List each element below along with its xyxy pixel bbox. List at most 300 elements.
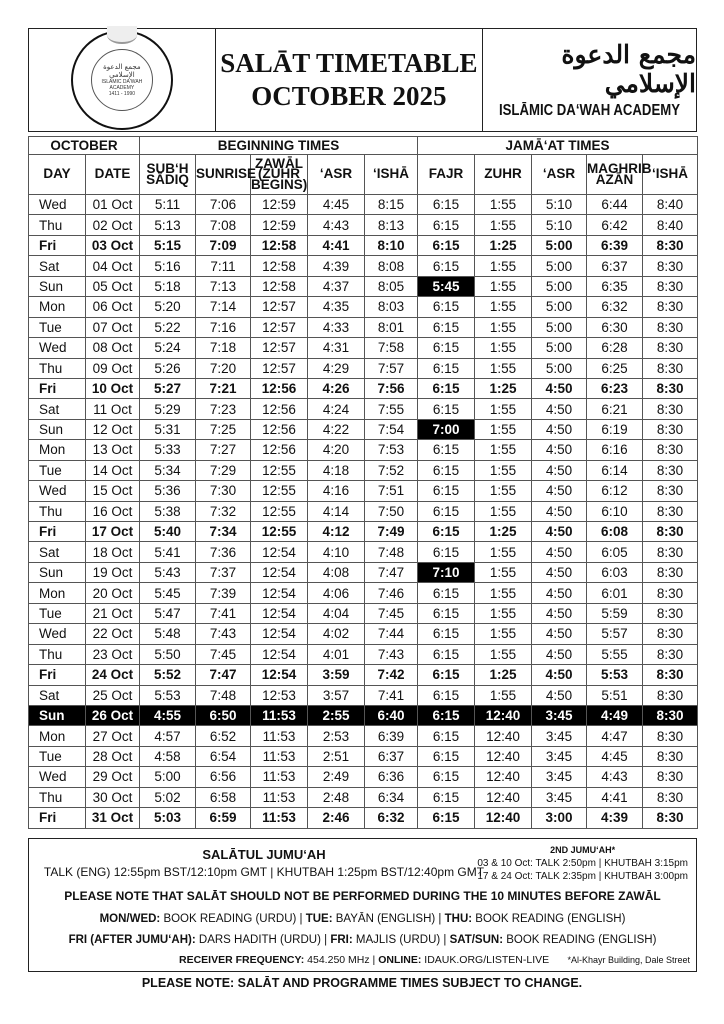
final-note: PLEASE NOTE: SALĀT AND PROGRAMME TIMES SUBJECT TO CHANGE. [141,976,583,990]
table-cell: 5:36 [140,481,196,501]
online-label: ONLINE: [378,954,422,966]
table-cell: 11:53 [251,767,308,787]
seal-arabic: مجمع الدعوة الإسلامي [103,63,141,79]
table-row [29,542,698,562]
table-cell: 8:30 [643,603,698,623]
table-cell: 8:03 [365,297,418,317]
table-cell: 5:53 [587,665,643,685]
table-cell: 17 Oct [86,522,140,542]
table-cell: 14 Oct [86,460,140,480]
table-cell: 4:50 [532,501,587,521]
table-cell: 6:15 [418,256,475,276]
table-cell: 8:15 [365,195,418,215]
table-cell: 1:55 [475,338,532,358]
table-row [29,562,698,582]
second-jumuah-title: 2ND JUMU‘AH* [550,845,616,855]
table-row [29,358,698,378]
table-cell: 12:58 [251,235,308,255]
table-cell: 6:15 [418,522,475,542]
table-cell: 2:48 [308,787,365,807]
table-row [29,767,698,787]
table-cell: 11:53 [251,705,308,725]
table-cell: 6:15 [418,317,475,337]
table-cell: 6:50 [196,705,251,725]
table-cell: 1:25 [475,522,532,542]
table-cell: 6:37 [365,746,418,766]
table-cell: 08 Oct [86,338,140,358]
table-cell: 1:55 [475,624,532,644]
table-cell: 1:25 [475,235,532,255]
table-cell: Fri [29,378,86,398]
prog-text: MAJLIS (URDU) | [352,934,450,946]
table-cell: 7:56 [365,378,418,398]
table-cell: 7:27 [196,440,251,460]
table-cell: 1:55 [475,644,532,664]
table-cell: 5:45 [140,583,196,603]
table-cell: 7:50 [365,501,418,521]
table-cell: 1:55 [475,583,532,603]
table-cell: 12:40 [475,705,532,725]
table-cell: 7:43 [365,644,418,664]
table-cell: 12:54 [251,562,308,582]
receiver-value: 454.250 MHz | [304,954,379,966]
prog-day: FRI: [330,934,353,946]
table-cell: 12 Oct [86,419,140,439]
table-cell: 8:30 [643,276,698,296]
group-october: OCTOBER [29,137,140,155]
table-cell: 7:30 [196,481,251,501]
table-cell: 6:08 [587,522,643,542]
table-cell: 11:53 [251,787,308,807]
quran-stand-icon [107,26,137,44]
table-cell: Thu [29,501,86,521]
table-cell: 6:15 [418,583,475,603]
table-cell: 22 Oct [86,624,140,644]
table-cell: 6:15 [418,705,475,725]
table-cell: 8:30 [643,562,698,582]
table-cell: 06 Oct [86,297,140,317]
table-cell: 7:52 [365,460,418,480]
table-cell: 8:30 [643,644,698,664]
column-header: MAGHRIB AZĀN [587,155,643,195]
prog-day: FRI (AFTER JUMU‘AH): [68,934,196,946]
table-cell: 12:55 [251,501,308,521]
table-cell: 6:15 [418,297,475,317]
table-cell: Mon [29,583,86,603]
table-cell: Tue [29,746,86,766]
column-header: ZUHR [475,155,532,195]
table-cell: 01 Oct [86,195,140,215]
table-cell: 4:10 [308,542,365,562]
table-cell: 8:10 [365,235,418,255]
table-cell: 6:01 [587,583,643,603]
table-cell: 12:57 [251,297,308,317]
table-cell: 6:44 [587,195,643,215]
table-cell: 7:49 [365,522,418,542]
table-cell: 4:45 [308,195,365,215]
table-cell: Mon [29,726,86,746]
table-cell: 7:51 [365,481,418,501]
table-cell: 1:55 [475,460,532,480]
academy-seal-logo [71,30,173,130]
table-cell: 7:36 [196,542,251,562]
table-cell: 4:50 [532,603,587,623]
table-cell: 5:38 [140,501,196,521]
table-cell: Sun [29,419,86,439]
table-cell: Wed [29,481,86,501]
online-url[interactable]: IDAUK.ORG/LISTEN-LIVE [421,954,550,966]
table-cell: 4:39 [308,256,365,276]
table-cell: 7:45 [365,603,418,623]
table-cell: 7:39 [196,583,251,603]
table-cell: Fri [29,235,86,255]
table-cell: Wed [29,624,86,644]
table-cell: 5:11 [140,195,196,215]
table-cell: 6:30 [587,317,643,337]
address-note: *Al-Khayr Building, Dale Street [567,955,690,965]
table-cell: 7:48 [196,685,251,705]
table-cell: 6:14 [587,460,643,480]
table-cell: 27 Oct [86,726,140,746]
table-row [29,685,698,705]
page-header [28,28,697,132]
table-cell: 7:00 [418,419,475,439]
table-cell: 4:50 [532,481,587,501]
table-cell: Wed [29,195,86,215]
table-cell: 5:45 [418,276,475,296]
table-cell: 6:15 [418,338,475,358]
table-cell: 7:29 [196,460,251,480]
table-cell: 6:37 [587,256,643,276]
table-cell: 4:37 [308,276,365,296]
brand-arabic: مجمع الدعوة الإسلامي [561,40,696,98]
table-cell: 4:12 [308,522,365,542]
table-cell: 5:29 [140,399,196,419]
table-cell: 3:00 [532,808,587,828]
table-cell: 6:15 [418,808,475,828]
table-row [29,583,698,603]
table-cell: 5:22 [140,317,196,337]
table-cell: 6:15 [418,542,475,562]
table-cell: 8:01 [365,317,418,337]
table-cell: 8:40 [643,215,698,235]
table-cell: 5:51 [587,685,643,705]
table-cell: 8:30 [643,399,698,419]
table-cell: 6:15 [418,481,475,501]
prog-day: MON/WED: [99,913,161,925]
table-cell: 1:55 [475,317,532,337]
table-cell: 6:15 [418,215,475,235]
table-cell: Sat [29,256,86,276]
table-cell: 7:16 [196,317,251,337]
table-cell: 6:15 [418,460,475,480]
table-row [29,440,698,460]
table-cell: 2:53 [308,726,365,746]
table-cell: 5:00 [532,358,587,378]
table-cell: 1:55 [475,685,532,705]
table-cell: 7:34 [196,522,251,542]
table-cell: 8:30 [643,726,698,746]
table-cell: 8:30 [643,378,698,398]
column-header: DATE [86,155,140,195]
table-cell: 21 Oct [86,603,140,623]
prog-text: BOOK READING (ENGLISH) [472,913,626,925]
table-cell: 5:59 [587,603,643,623]
table-cell: 1:55 [475,256,532,276]
table-row [29,256,698,276]
table-cell: 4:55 [140,705,196,725]
table-cell: 6:39 [365,726,418,746]
table-cell: 4:01 [308,644,365,664]
table-cell: 4:50 [532,644,587,664]
table-cell: 8:30 [643,767,698,787]
table-cell: 7:47 [196,665,251,685]
column-header: ZAWĀL (ZUHR BEGINS) [251,155,308,195]
table-cell: 4:50 [532,542,587,562]
table-cell: 6:12 [587,481,643,501]
group-beginning-times: BEGINNING TIMES [140,137,418,155]
table-row [29,460,698,480]
table-cell: 5:57 [587,624,643,644]
table-cell: 7:21 [196,378,251,398]
table-cell: 8:30 [643,317,698,337]
table-cell: 7:09 [196,235,251,255]
table-row [29,481,698,501]
table-cell: 5:00 [532,235,587,255]
table-cell: 4:18 [308,460,365,480]
table-cell: 5:33 [140,440,196,460]
table-cell: Sun [29,276,86,296]
table-cell: 8:30 [643,665,698,685]
table-cell: 7:54 [365,419,418,439]
table-cell: 12:58 [251,256,308,276]
table-cell: 4:26 [308,378,365,398]
table-cell: 5:52 [140,665,196,685]
table-cell: 7:41 [196,603,251,623]
table-cell: 6:36 [365,767,418,787]
table-cell: 5:00 [532,297,587,317]
table-cell: 4:41 [308,235,365,255]
table-cell: 1:55 [475,481,532,501]
table-cell: 4:50 [532,522,587,542]
table-cell: 5:31 [140,419,196,439]
receiver-line [179,954,549,966]
table-cell: 11:53 [251,808,308,828]
table-cell: 4:14 [308,501,365,521]
table-cell: Sat [29,399,86,419]
table-cell: Wed [29,767,86,787]
table-cell: 12:59 [251,215,308,235]
table-cell: 8:13 [365,215,418,235]
table-cell: 5:00 [532,317,587,337]
title-line-2: OCTOBER 2025 [251,81,447,111]
table-cell: 12:40 [475,726,532,746]
table-cell: 4:58 [140,746,196,766]
table-cell: 4:08 [308,562,365,582]
prog-text: BOOK READING (ENGLISH) [503,934,657,946]
table-cell: 8:30 [643,460,698,480]
table-cell: 7:08 [196,215,251,235]
table-cell: 3:45 [532,746,587,766]
table-cell: 6:15 [418,235,475,255]
table-cell: 03 Oct [86,235,140,255]
table-cell: 1:55 [475,501,532,521]
table-cell: 6:40 [365,705,418,725]
table-cell: 4:02 [308,624,365,644]
table-cell: 8:30 [643,501,698,521]
programme-line-2 [29,934,696,946]
table-cell: 10 Oct [86,378,140,398]
table-row [29,644,698,664]
table-cell: 7:41 [365,685,418,705]
group-jamaat-times: JAMĀ‘AT TIMES [418,137,698,155]
table-cell: 5:20 [140,297,196,317]
table-cell: 7:37 [196,562,251,582]
column-header: ‘ISHĀ [643,155,698,195]
table-cell: 6:15 [418,195,475,215]
table-cell: 6:32 [587,297,643,317]
table-cell: 7:53 [365,440,418,460]
seal-text: ISLAMIC DA'WAH ACADEMY [101,79,143,91]
table-cell: 3:45 [532,726,587,746]
table-cell: 6:15 [418,378,475,398]
table-cell: 6:15 [418,399,475,419]
table-cell: 6:54 [196,746,251,766]
table-cell: 8:30 [643,787,698,807]
table-cell: 8:30 [643,624,698,644]
table-cell: 4:50 [532,562,587,582]
prog-day: THU: [444,913,473,925]
table-row [29,726,698,746]
table-cell: 3:59 [308,665,365,685]
table-cell: 7:48 [365,542,418,562]
table-cell: 5:10 [532,215,587,235]
table-cell: Tue [29,460,86,480]
table-cell: 12:55 [251,481,308,501]
table-cell: 6:15 [418,644,475,664]
table-cell: 4:50 [532,583,587,603]
table-row [29,399,698,419]
seal-established: 1411 - 1990 [108,91,136,97]
table-cell: 7:58 [365,338,418,358]
table-cell: 12:40 [475,746,532,766]
table-cell: 7:23 [196,399,251,419]
table-cell: 07 Oct [86,317,140,337]
table-cell: 4:50 [532,665,587,685]
table-cell: 4:22 [308,419,365,439]
table-cell: 12:58 [251,276,308,296]
table-cell: 12:55 [251,460,308,480]
table-cell: 11:53 [251,746,308,766]
table-cell: 19 Oct [86,562,140,582]
timetable [28,136,698,829]
table-cell: 7:43 [196,624,251,644]
table-cell: 09 Oct [86,358,140,378]
table-cell: 1:55 [475,195,532,215]
table-cell: 5:55 [587,644,643,664]
table-cell: 5:40 [140,522,196,542]
table-cell: 7:11 [196,256,251,276]
table-cell: 4:39 [587,808,643,828]
table-cell: 5:48 [140,624,196,644]
table-cell: 6:56 [196,767,251,787]
column-header: ‘ASR [308,155,365,195]
table-cell: 1:55 [475,603,532,623]
table-row [29,317,698,337]
table-cell: 6:10 [587,501,643,521]
table-cell: Sun [29,562,86,582]
table-cell: Sat [29,542,86,562]
table-cell: 8:30 [643,481,698,501]
table-cell: 3:45 [532,767,587,787]
table-row [29,746,698,766]
jumuah-title: SALĀTUL JUMU‘AH [202,847,326,862]
table-cell: 28 Oct [86,746,140,766]
table-cell: 23 Oct [86,644,140,664]
column-header: SUNRISE [196,155,251,195]
table-cell: 4:35 [308,297,365,317]
table-cell: 20 Oct [86,583,140,603]
table-cell: 7:46 [365,583,418,603]
table-cell: Fri [29,665,86,685]
jumuah-times: TALK (ENG) 12:55pm BST/12:10pm GMT | KHUTBAH 1:25pm BST/12:40pm GMT [43,865,485,879]
table-cell: 8:30 [643,522,698,542]
table-cell: 8:30 [643,338,698,358]
table-cell: 1:55 [475,419,532,439]
table-cell: 6:42 [587,215,643,235]
table-cell: 4:29 [308,358,365,378]
table-cell: 4:50 [532,440,587,460]
table-cell: 8:30 [643,705,698,725]
column-header: DAY [29,155,86,195]
table-cell: 6:15 [418,787,475,807]
table-cell: 3:57 [308,685,365,705]
table-cell: Mon [29,297,86,317]
brand-english: ISLĀMIC DA‘WAH ACADEMY [498,102,681,119]
table-cell: 1:55 [475,297,532,317]
table-cell: 5:10 [532,195,587,215]
table-cell: 6:15 [418,685,475,705]
table-cell: 8:30 [643,256,698,276]
table-cell: 4:20 [308,440,365,460]
table-cell: 1:55 [475,440,532,460]
page-title [216,29,483,131]
table-cell: 5:34 [140,460,196,480]
table-cell: 30 Oct [86,787,140,807]
table-cell: 12:59 [251,195,308,215]
table-cell: Thu [29,358,86,378]
table-cell: 6:32 [365,808,418,828]
table-row [29,378,698,398]
table-cell: 12:56 [251,419,308,439]
table-cell: 6:21 [587,399,643,419]
table-cell: 6:15 [418,726,475,746]
table-row [29,195,698,215]
table-cell: 1:55 [475,358,532,378]
table-cell: 7:25 [196,419,251,439]
table-cell: 16 Oct [86,501,140,521]
prog-text: DARS HADITH (URDU) | [195,934,331,946]
programme-line-1 [29,913,696,925]
table-cell: 12:40 [475,767,532,787]
table-cell: 6:35 [587,276,643,296]
table-cell: 11:53 [251,726,308,746]
table-cell: 04 Oct [86,256,140,276]
prog-day: SAT/SUN: [449,934,504,946]
table-cell: 3:45 [532,787,587,807]
table-cell: 7:18 [196,338,251,358]
table-cell: 5:00 [532,276,587,296]
